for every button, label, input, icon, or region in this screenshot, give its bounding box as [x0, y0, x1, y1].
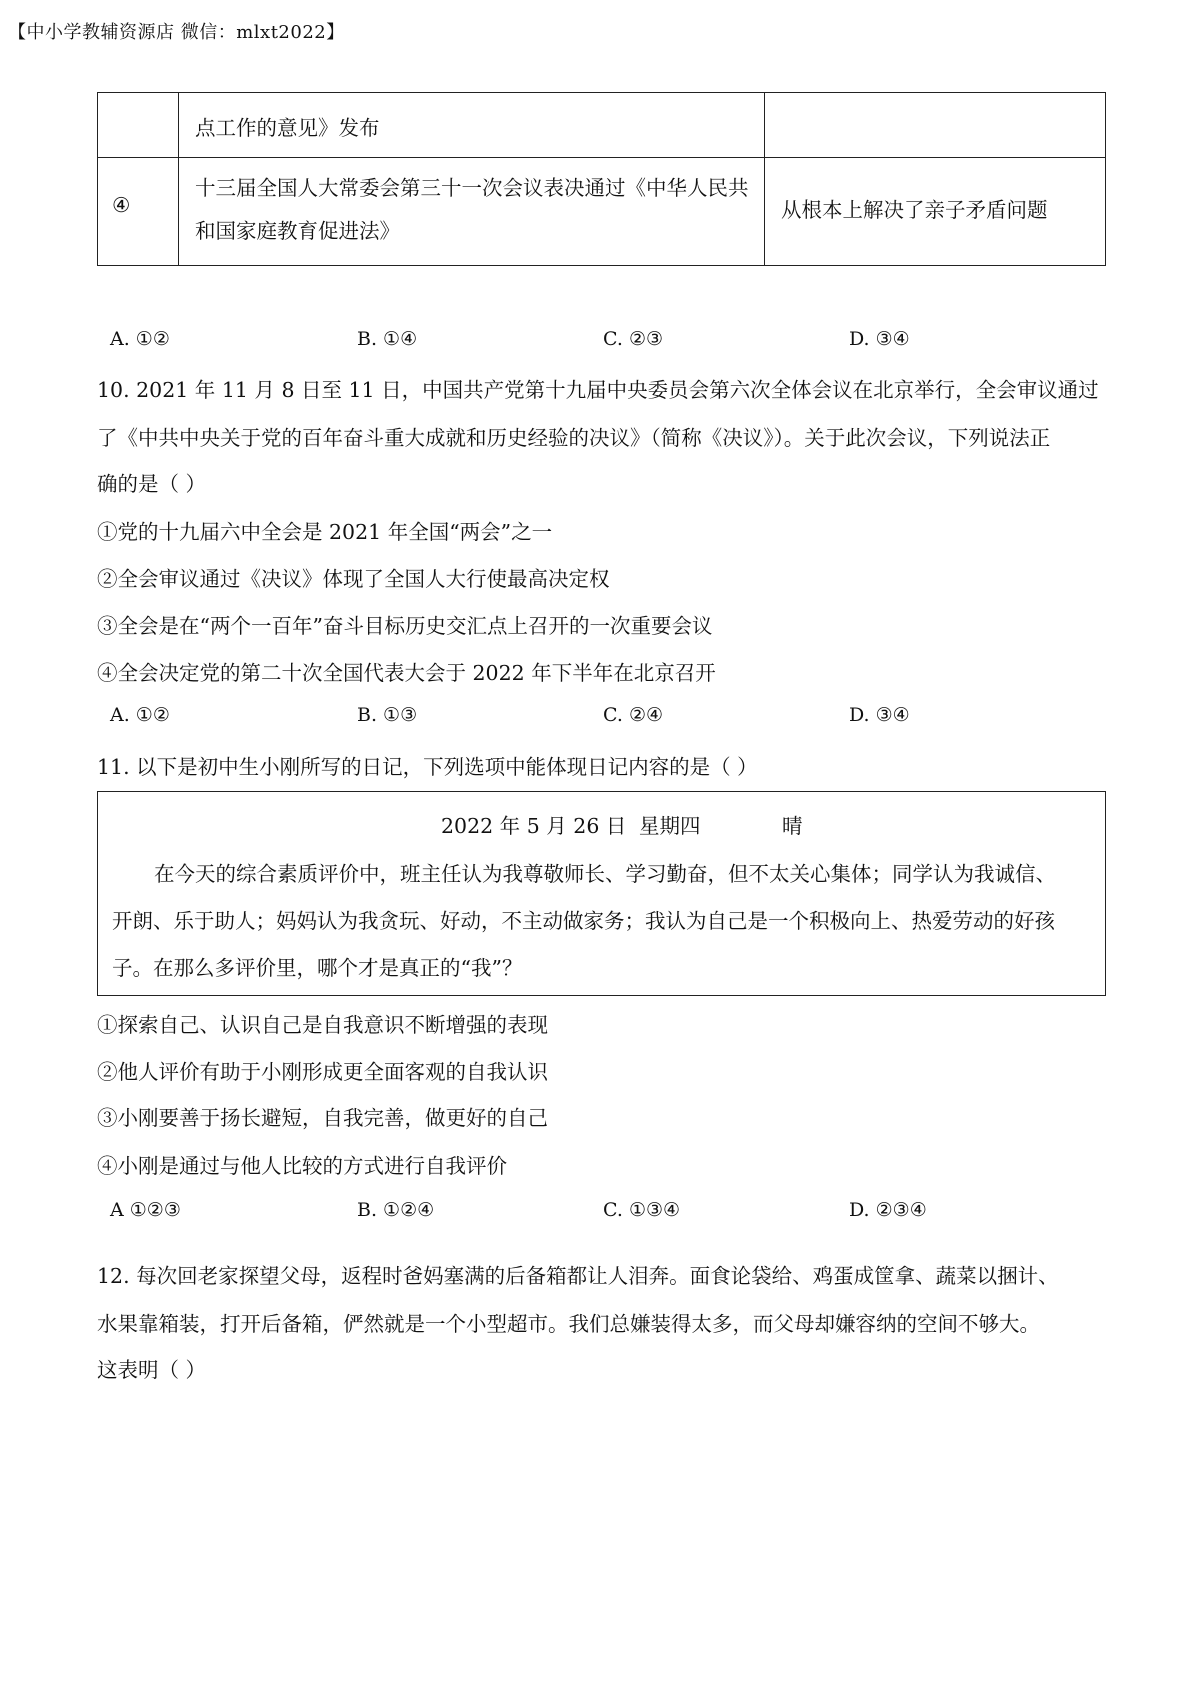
- diary-date: 2022 年 5 月 26 日: [441, 814, 627, 838]
- diary-line: 开朗、乐于助人；妈妈认为我贪玩、好动，不主动做家务；我认为自己是一个积极向上、热爱劳动的好孩: [112, 909, 1055, 933]
- diary-line: 子。在那么多评价里，哪个才是真正的“我”？: [112, 956, 523, 980]
- table-divider: [764, 93, 765, 265]
- diary-weekday: 星期四: [639, 814, 701, 838]
- q10-stem-line: 确的是（ ）: [97, 472, 207, 496]
- table-cell-num: ④: [112, 193, 131, 217]
- q11-stem: 11. 以下是初中生小刚所写的日记，下列选项中能体现日记内容的是（ ）: [97, 755, 758, 779]
- option-c: C. ①③④: [603, 1199, 681, 1221]
- q10-statement: ②全会审议通过《决议》体现了全国人大行使最高决定权: [97, 567, 610, 591]
- table-cell-event: 点工作的意见》发布: [195, 116, 380, 140]
- q10-options: [110, 704, 1010, 734]
- option-a: A. ①②: [110, 328, 170, 350]
- table-cell-comment: 从根本上解决了亲子矛盾问题: [781, 198, 1048, 222]
- option-c: C. ②④: [603, 704, 664, 726]
- q9-options: [110, 328, 1010, 358]
- table-divider: [178, 93, 179, 265]
- table-cell-event: 和国家庭教育促进法》: [195, 219, 400, 243]
- diary-line: 在今天的综合素质评价中，班主任认为我尊敬师长、学习勤奋，但不太关心集体；同学认为我诚信、: [154, 862, 1056, 886]
- option-d: D. ③④: [849, 704, 910, 726]
- q10-stem-line: 10. 2021 年 11 月 8 日至 11 日，中国共产党第十九届中央委员会第六次全体会议在北京举行，全会审议通过: [97, 378, 1099, 402]
- option-c: C. ②③: [603, 328, 664, 350]
- header-note: 【中小学教辅资源店 微信：mlxt2022】: [8, 22, 345, 43]
- q11-statement: ①探索自己、认识自己是自我意识不断增强的表现: [97, 1013, 548, 1037]
- option-d: D. ③④: [849, 328, 910, 350]
- diary-box: [97, 791, 1106, 996]
- q12-stem-line: 水果靠箱装，打开后备箱，俨然就是一个小型超市。我们总嫌装得太多，而父母却嫌容纳的空间不够大。: [97, 1312, 1040, 1336]
- q10-stem-line: 了《中共中央关于党的百年奋斗重大成就和历史经验的决议》（简称《决议》）。关于此次会议，下列说法正: [97, 426, 1051, 450]
- q11-statement: ②他人评价有助于小刚形成更全面客观的自我认识: [97, 1060, 548, 1084]
- table-divider: [98, 157, 1105, 158]
- q10-statement: ④全会决定党的第二十次全国代表大会于 2022 年下半年在北京召开: [97, 661, 716, 685]
- q11-options: [110, 1199, 1010, 1229]
- option-a: A. ①②: [110, 704, 170, 726]
- q11-statement: ③小刚要善于扬长避短，自我完善，做更好的自己: [97, 1106, 548, 1130]
- q10-statement: ①党的十九届六中全会是 2021 年全国“两会”之一: [97, 520, 553, 544]
- option-d: D. ②③④: [849, 1199, 927, 1221]
- q12-stem-line: 12. 每次回老家探望父母，返程时爸妈塞满的后备箱都让人泪奔。面食论袋给、鸡蛋成筐拿、蔬菜以捆计、: [97, 1264, 1059, 1288]
- events-table: [97, 92, 1106, 266]
- option-a: A ①②③: [110, 1199, 181, 1221]
- q12-stem-line: 这表明（ ）: [97, 1358, 207, 1382]
- option-b: B. ①②④: [357, 1199, 435, 1221]
- option-b: B. ①④: [357, 328, 418, 350]
- table-cell-event: 十三届全国人大常委会第三十一次会议表决通过《中华人民共: [195, 176, 749, 200]
- diary-weather: 晴: [782, 814, 803, 838]
- option-b: B. ①③: [357, 704, 418, 726]
- q10-statement: ③全会是在“两个一百年”奋斗目标历史交汇点上召开的一次重要会议: [97, 614, 713, 638]
- q11-statement: ④小刚是通过与他人比较的方式进行自我评价: [97, 1154, 507, 1178]
